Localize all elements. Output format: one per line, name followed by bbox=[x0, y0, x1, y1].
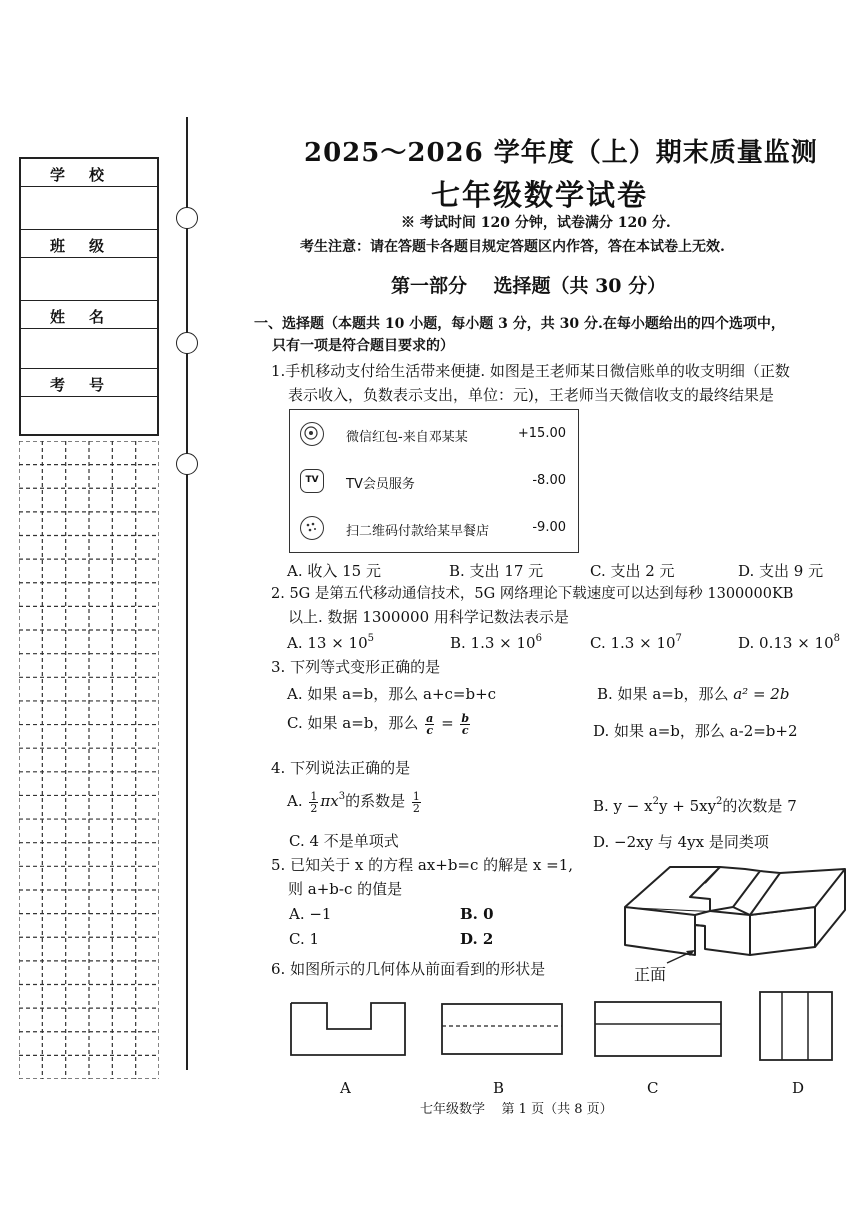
q1-option-b[interactable]: B. 支出 17 元 bbox=[449, 562, 544, 580]
q6-option-c-label[interactable]: C bbox=[647, 1079, 659, 1097]
option-text: B. 1.3 × 10 bbox=[450, 634, 536, 652]
math-expression: a² = 2b bbox=[733, 685, 790, 703]
red-envelope-icon bbox=[300, 422, 324, 446]
question-6-stem: 6. 如图所示的几何体从前面看到的形状是 bbox=[271, 960, 546, 978]
q2-option-a[interactable] bbox=[287, 634, 374, 652]
option-text: B. 如果 a=b，那么 bbox=[597, 685, 734, 703]
option-text: B. y − x bbox=[593, 797, 653, 815]
denominator: c bbox=[461, 723, 469, 737]
question-4-stem: 4. 下列说法正确的是 bbox=[271, 759, 411, 777]
option-text: A. 13 × 10 bbox=[287, 634, 368, 652]
binding-hole bbox=[176, 453, 198, 475]
exponent: 2 bbox=[652, 796, 659, 807]
name-label: 姓名 bbox=[49, 308, 128, 326]
exam-no-field[interactable] bbox=[21, 397, 157, 434]
binding-hole bbox=[176, 332, 198, 354]
question-3-stem: 3. 下列等式变形正确的是 bbox=[271, 658, 441, 676]
bill-item-amount: -9.00 bbox=[532, 520, 566, 535]
wechat-bill bbox=[289, 409, 579, 553]
option-text: 的次数是 7 bbox=[722, 797, 797, 815]
exponent: 6 bbox=[535, 633, 542, 644]
page-footer: 七年级数学 第 1 页（共 8 页） bbox=[420, 1102, 613, 1117]
bill-item-desc: TV会员服务 bbox=[346, 477, 415, 492]
q6-option-b-shape[interactable] bbox=[440, 1002, 564, 1056]
q3-option-d[interactable]: D. 如果 a=b，那么 a-2=b+2 bbox=[593, 722, 798, 740]
exponent: 3 bbox=[338, 791, 346, 802]
fraction bbox=[309, 791, 318, 814]
math-expression: πx bbox=[320, 792, 339, 810]
bill-item-desc: 微信红包-来自邓某某 bbox=[346, 430, 468, 445]
fraction bbox=[460, 713, 470, 736]
question-2-stem: 以上. 数据 1300000 用科学记数法表示是 bbox=[288, 608, 569, 626]
notice: 考生注意：请在答题卡各题目规定答题区内作答，答在本试卷上无效. bbox=[300, 239, 725, 255]
class-field[interactable] bbox=[21, 258, 157, 301]
student-info-box bbox=[19, 157, 159, 436]
option-text: C. 1.3 × 10 bbox=[590, 634, 676, 652]
class-label-row bbox=[21, 230, 157, 258]
q2-option-c[interactable] bbox=[590, 634, 682, 652]
tv-icon: TV bbox=[300, 469, 324, 493]
q4-option-a[interactable] bbox=[287, 790, 423, 814]
denominator: c bbox=[426, 723, 434, 737]
q6-option-d-shape[interactable] bbox=[758, 990, 834, 1062]
class-label: 班级 bbox=[49, 237, 128, 255]
q1-option-c[interactable]: C. 支出 2 元 bbox=[590, 562, 675, 580]
exam-subtitle: 七年级数学试卷 bbox=[431, 178, 649, 212]
q3-option-c[interactable]: C. 如果 a=b，那么 $\frac{a}{c}$ = $\frac{b}{c}$ bbox=[287, 711, 470, 737]
bill-item-amount: -8.00 bbox=[532, 473, 566, 488]
q5-option-d[interactable]: D. 2 bbox=[460, 930, 494, 948]
q1-option-d[interactable]: D. 支出 9 元 bbox=[738, 562, 824, 580]
question-5-stem: 则 a+b-c 的值是 bbox=[288, 880, 403, 898]
exam-no-label: 考号 bbox=[49, 376, 128, 394]
q1-option-a[interactable]: A. 收入 15 元 bbox=[287, 562, 381, 580]
option-text: D. 0.13 × 10 bbox=[738, 634, 834, 652]
school-label: 学校 bbox=[49, 166, 128, 184]
q5-option-a[interactable]: A. −1 bbox=[289, 905, 332, 923]
section-instructions: 只有一项是符合题目要求的） bbox=[272, 338, 454, 354]
question-1-stem: 表示收入，负数表示支出，单位：元)，王老师当天微信收支的最终结果是 bbox=[288, 386, 774, 404]
q3-option-b[interactable] bbox=[597, 683, 789, 704]
name-label-row bbox=[21, 301, 157, 329]
fraction bbox=[412, 791, 421, 814]
q6-option-a-shape[interactable] bbox=[289, 1000, 409, 1058]
bill-item-desc: 扫二维码付款给某早餐店 bbox=[346, 524, 490, 539]
exponent: 5 bbox=[367, 633, 375, 644]
denominator: 2 bbox=[310, 801, 318, 815]
q2-option-d[interactable] bbox=[738, 634, 840, 652]
q3-option-a[interactable]: A. 如果 a=b，那么 a+c=b+c bbox=[287, 685, 497, 703]
denominator: 2 bbox=[412, 801, 420, 815]
scan-pay-icon bbox=[300, 516, 324, 540]
exponent: 7 bbox=[675, 633, 682, 644]
school-label-row bbox=[21, 159, 157, 187]
q2-option-b[interactable] bbox=[450, 634, 542, 652]
numerator: 1 bbox=[310, 789, 318, 803]
school-field[interactable] bbox=[21, 187, 157, 230]
question-2-stem: 2. 5G 是第五代移动通信技术，5G 网络理论下载速度可以达到每秒 1300000KB bbox=[271, 586, 794, 602]
fraction bbox=[425, 713, 434, 736]
q6-option-d-label[interactable]: D bbox=[792, 1079, 805, 1097]
solid-figure bbox=[615, 855, 850, 965]
exam-no-label-row bbox=[21, 369, 157, 397]
binding-line bbox=[186, 117, 188, 1070]
q4-option-b[interactable] bbox=[593, 795, 797, 816]
q4-option-c[interactable]: C. 4 不是单项式 bbox=[289, 832, 399, 850]
bill-item-amount: +15.00 bbox=[517, 426, 566, 441]
q4-option-d[interactable]: D. −2xy 与 4yx 是同类项 bbox=[593, 833, 769, 851]
question-5-stem: 5. 已知关于 x 的方程 ax+b=c 的解是 x =1, bbox=[271, 856, 574, 874]
q6-option-b-label[interactable]: B bbox=[493, 1079, 505, 1097]
exam-title: 2025～2026 学年度（上）期末质量监测 bbox=[304, 138, 818, 168]
q5-option-c[interactable]: C. 1 bbox=[289, 930, 320, 948]
exponent: 2 bbox=[716, 796, 723, 807]
time-note: ※ 考试时间 120 分钟，试卷满分 120 分. bbox=[401, 215, 671, 231]
exponent: 8 bbox=[833, 633, 840, 644]
q5-option-b[interactable]: B. 0 bbox=[460, 905, 494, 923]
numerator: b bbox=[461, 711, 470, 725]
writing-grid bbox=[19, 441, 159, 1079]
name-field[interactable] bbox=[21, 329, 157, 369]
section-title: 第一部分 选择题（共 30 分） bbox=[391, 275, 667, 297]
option-text: 的系数是 bbox=[345, 792, 406, 810]
option-text: y + 5xy bbox=[658, 797, 717, 815]
front-label: 正面 bbox=[634, 965, 667, 984]
option-text: A. bbox=[287, 792, 303, 810]
section-instructions: 一、选择题（本题共 10 小题，每小题 3 分，共 30 分.在每小题给出的四个选项中， bbox=[254, 316, 785, 332]
option-text: C. 如果 a=b，那么 bbox=[287, 714, 419, 732]
question-1-stem: 1.手机移动支付给生活带来便捷. 如图是王老师某日微信账单的收支明细（正数 bbox=[271, 362, 790, 380]
q6-option-a-label[interactable]: A bbox=[340, 1079, 351, 1097]
q6-option-c-shape[interactable] bbox=[593, 1000, 723, 1058]
numerator: 1 bbox=[412, 789, 420, 803]
binding-hole bbox=[176, 207, 198, 229]
numerator: a bbox=[426, 711, 434, 725]
